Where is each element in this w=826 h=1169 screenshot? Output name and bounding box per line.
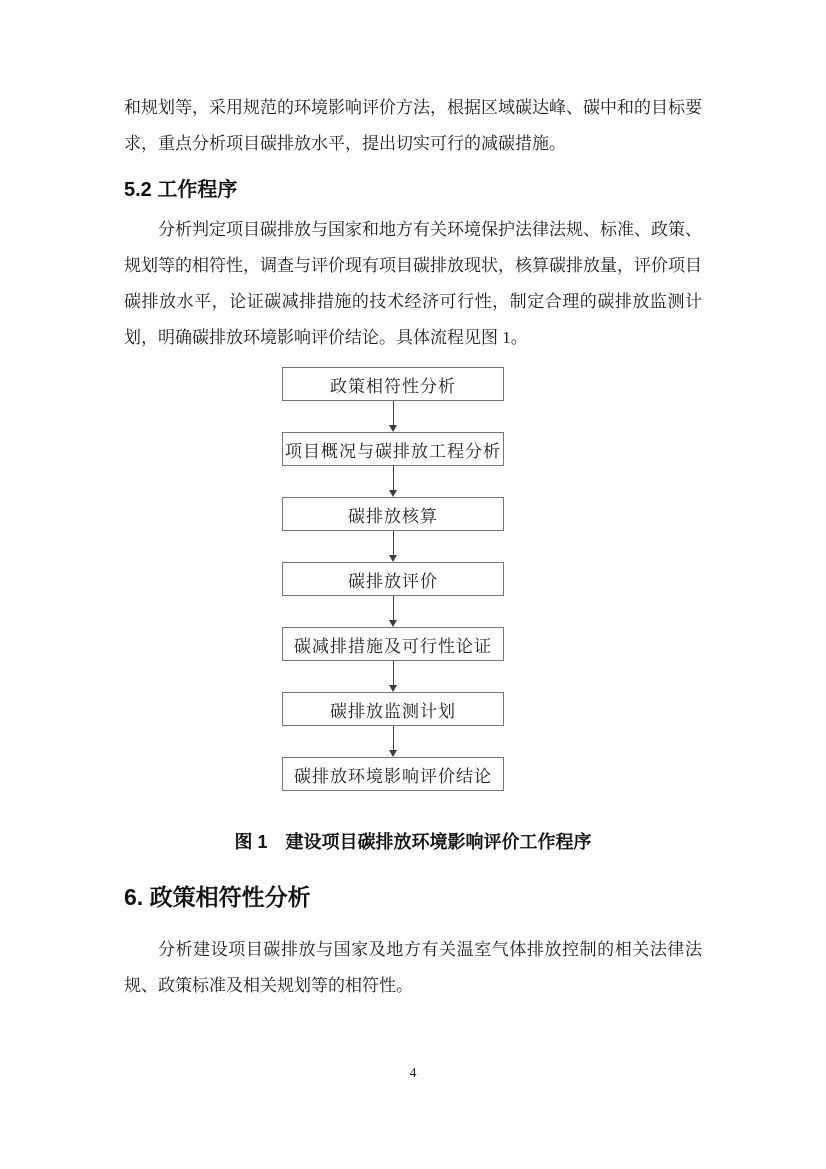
work-procedure-flowchart (282, 367, 504, 791)
section-6-heading: 6. 政策相符性分析 (124, 884, 311, 910)
flowchart-step-monitoring-plan: 碳排放监测计划 (282, 692, 504, 726)
flowchart-step-project-overview: 项目概况与碳排放工程分析 (282, 432, 504, 466)
flowchart-step-emission-accounting: 碳排放核算 (282, 497, 504, 531)
flowchart-step-policy-analysis: 政策相符性分析 (282, 367, 504, 401)
page-number: 4 (409, 1066, 417, 1081)
section-6-paragraph: 分析建设项目碳排放与国家及地方有关温室气体排放控制的相关法律法规、政策标准及相关规划等的相符性。 (124, 940, 702, 995)
flowchart-step-emission-evaluation: 碳排放评价 (282, 562, 504, 596)
flowchart-step-reduction-measures: 碳减排措施及可行性论证 (282, 627, 504, 661)
figure-1-caption: 图 1 建设项目碳排放环境影响评价工作程序 (234, 832, 592, 852)
arrow-down-icon (389, 596, 398, 627)
intro-paragraph: 和规划等，采用规范的环境影响评价方法，根据区域碳达峰、碳中和的目标要求，重点分析项目碳排放水平，提出切实可行的减碳措施。 (124, 98, 702, 153)
arrow-down-icon (389, 401, 398, 432)
document-page (124, 0, 702, 1004)
section-5-2-heading: 5.2 工作程序 (124, 179, 238, 201)
flowchart-step-assessment-conclusion: 碳排放环境影响评价结论 (282, 757, 504, 791)
arrow-down-icon (389, 726, 398, 757)
arrow-down-icon (389, 661, 398, 692)
arrow-down-icon (389, 466, 398, 497)
section-5-2-paragraph: 分析判定项目碳排放与国家和地方有关环境保护法律法规、标准、政策、规划等的相符性，调查与评价现有项目碳排放现状，核算碳排放量，评价项目碳排放水平，论证碳减排措施的技术经济可行性，制定合理的碳排放监测计划，明确碳排放环境影响评价结论。具体流程见图 1。 (124, 220, 702, 347)
arrow-down-icon (389, 531, 398, 562)
